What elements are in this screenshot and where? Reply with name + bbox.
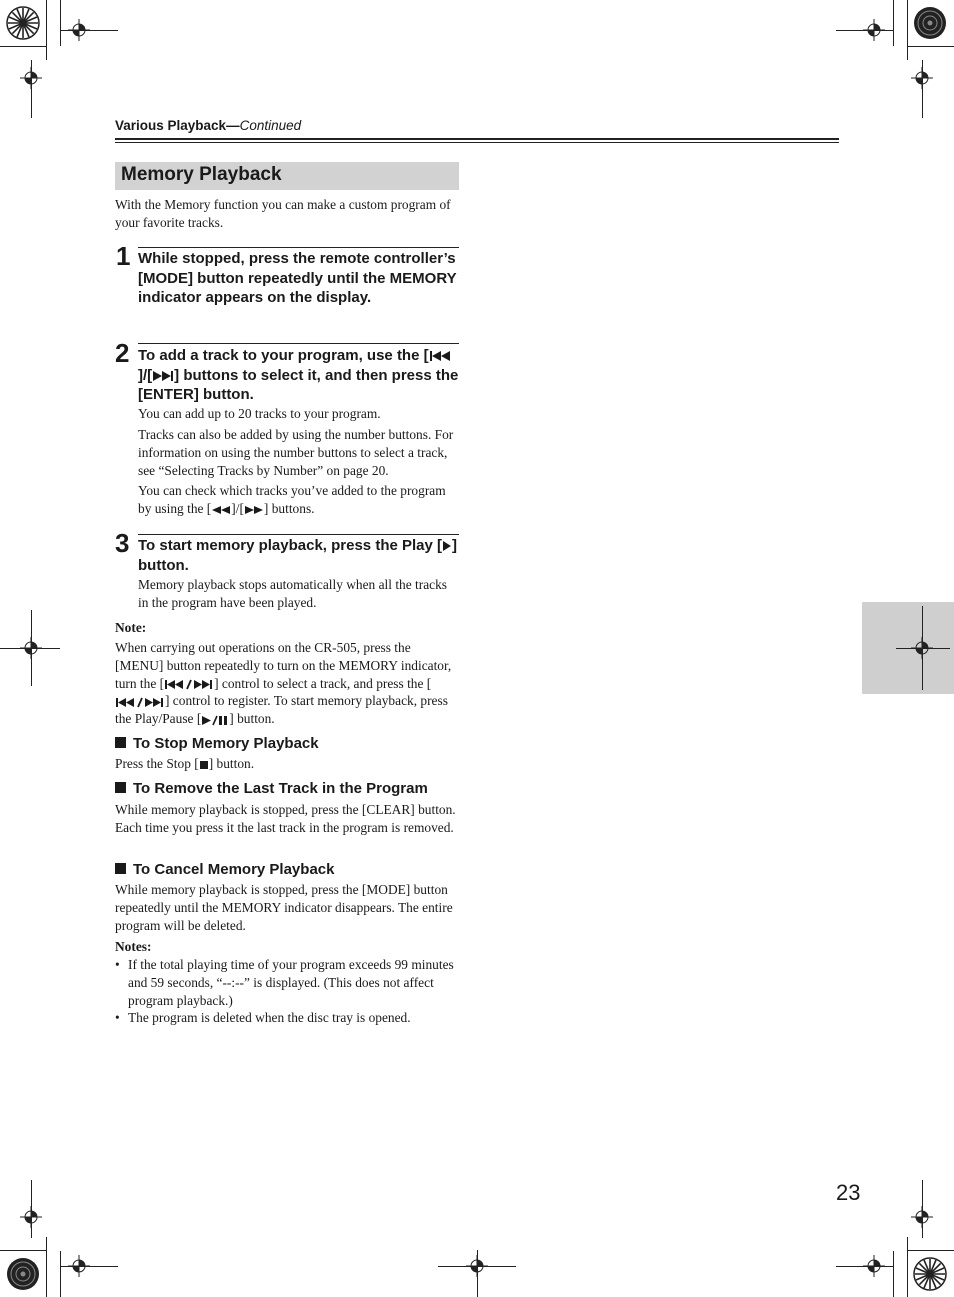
section-intro: With the Memory function you can make a custom program of your favorite tracks. — [115, 197, 451, 230]
crosshair-icon — [911, 637, 933, 659]
step-heading: To start memory playback, press the Play [ ] button. — [138, 537, 458, 574]
running-head: Various Playback—Continued — [115, 118, 302, 133]
notes-item: The program is deleted when the disc tray is opened. — [128, 1010, 411, 1025]
subsection-heading: To Cancel Memory Playback — [115, 861, 334, 878]
note-text: When carrying out operations on the CR-505, press the [MENU] button repeatedly to turn on the MEMORY indicator, turn the [ ] control to select a track, and press the [] control to register. To start memory playback, press the Play/Pause [ ] button. — [115, 640, 452, 727]
registration-disc-icon — [913, 6, 947, 40]
rewind-icon — [211, 505, 231, 515]
subsection-text: While memory playback is stopped, press the [MODE] button repeatedly until the MEMORY indicator disappears. The entire program will be deleted. — [115, 882, 453, 933]
step-number: 2 — [115, 338, 130, 368]
prev-next-track-icon — [164, 679, 214, 690]
step-paragraph: Tracks can also be added by using the number buttons. For information on using the number buttons to select a track, see “Selecting Tracks by Number” on page 20. — [138, 427, 454, 478]
bullet: • — [115, 1010, 120, 1025]
step-paragraph: Memory playback stops automatically when all the tracks in the program have been played. — [138, 577, 448, 610]
registration-disc-icon — [6, 1257, 40, 1291]
step-heading: To add a track to your program, use the []/[ ] buttons to select it, and then press the [ENTER] button. — [138, 347, 459, 403]
step-rule — [138, 247, 459, 248]
fast-forward-icon — [244, 505, 264, 515]
prev-next-track-icon — [115, 697, 165, 708]
registration-disc-icon — [913, 1257, 947, 1291]
notes-item: If the total playing time of your program exceeds 99 minutes and 59 seconds, “--:--” is displayed. (This does not affect program playback.) — [128, 957, 454, 1008]
step-paragraph: You can check which tracks you’ve added to the program by using the [ ]/[ ] buttons. — [138, 483, 446, 516]
bullet: • — [115, 957, 120, 972]
registration-disc-icon — [6, 6, 40, 40]
step-number: 1 — [116, 241, 131, 271]
section-title: Memory Playback — [121, 164, 282, 185]
stop-icon — [199, 760, 209, 770]
step-paragraph: You can add up to 20 tracks to your program. — [138, 406, 381, 421]
step-number: 3 — [115, 528, 130, 558]
subsection-text: While memory playback is stopped, press the [CLEAR] button. Each time you press it the last track in the program is removed. — [115, 802, 456, 835]
header-rule — [115, 138, 839, 140]
subsection-text: Press the Stop [ ] button. — [115, 756, 255, 771]
note-label: Note: — [115, 620, 147, 635]
prev-track-icon — [429, 350, 451, 362]
step-heading: While stopped, press the remote controller’s [MODE] button repeatedly until the MEMORY indicator appears on the display. — [138, 250, 457, 306]
notes-label: Notes: — [115, 939, 152, 954]
page-number: 23 — [836, 1180, 861, 1205]
play-icon — [442, 540, 452, 552]
play-pause-icon — [201, 715, 229, 726]
subsection-heading: To Remove the Last Track in the Program — [115, 780, 428, 797]
step-rule — [138, 343, 459, 344]
subsection-heading: To Stop Memory Playback — [115, 735, 319, 752]
step-rule — [138, 534, 459, 535]
next-track-icon — [152, 370, 174, 382]
header-rule — [115, 142, 839, 143]
